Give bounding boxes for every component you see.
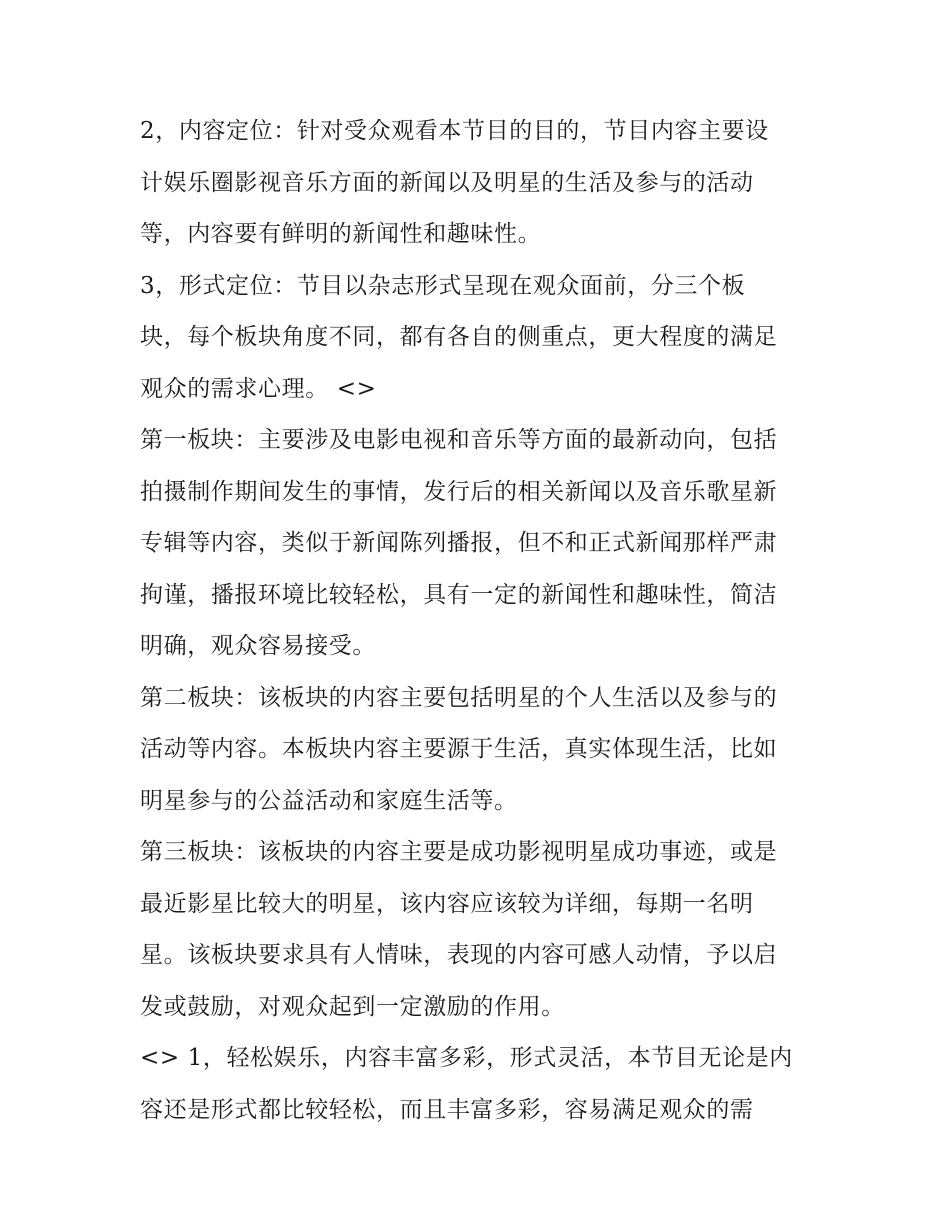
- text-line: 第二板块：该板块的内容主要包括明星的个人生活以及参与的: [140, 684, 778, 711]
- text-line: 计娱乐圈影视音乐方面的新闻以及明星的生活及参与的活动: [140, 169, 754, 196]
- paragraph-section-three: [140, 833, 812, 1026]
- text-line: 发或鼓励，对观众起到一定激励的作用。: [140, 993, 565, 1020]
- text-line: 拍摄制作期间发生的事情，发行后的相关新闻以及音乐歌星新: [140, 478, 778, 505]
- text-line: 容还是形式都比较轻松，而且丰富多彩，容易满足观众的需: [140, 1096, 754, 1123]
- text-line: 等，内容要有鲜明的新闻性和趣味性。: [140, 221, 542, 247]
- paragraph-section-one: [140, 421, 812, 665]
- text-line: 活动等内容。本板块内容主要源于生活，真实体现生活，比如: [140, 736, 778, 762]
- paragraph-content-positioning: [140, 112, 812, 253]
- text-line: 块，每个板块角度不同，都有各自的侧重点，更大程度的满足: [140, 324, 778, 350]
- paragraph-section-two: [140, 679, 812, 820]
- text-line: 第一板块：主要涉及电影电视和音乐等方面的最新动向，包括: [140, 427, 778, 453]
- text-line: 明星参与的公益活动和家庭生活等。: [140, 787, 518, 814]
- text-line: 第三板块：该板块的内容主要是成功影视明星成功事迹，或是: [140, 839, 778, 865]
- text-line: 专辑等内容，类似于新闻陈列播报，但不和正式新闻那样严肃: [140, 530, 778, 556]
- document-body: [140, 112, 812, 1142]
- text-line: 明确，观众容易接受。: [140, 633, 376, 659]
- text-line: <> 1，轻松娱乐，内容丰富多彩，形式灵活，本节目无论是内: [140, 1045, 793, 1071]
- paragraph-feature-one: [140, 1039, 812, 1129]
- text-line: 最近影星比较大的明星，该内容应该较为详细，每期一名明: [140, 890, 754, 917]
- text-line: 3，形式定位：节目以杂志形式呈现在观众面前，分三个板: [140, 272, 746, 299]
- text-line: 拘谨，播报环境比较轻松，具有一定的新闻性和趣味性，简洁: [140, 581, 778, 608]
- text-line: 2，内容定位：针对受众观看本节目的目的，节目内容主要设: [140, 118, 769, 144]
- text-line: 星。该板块要求具有人情味，表现的内容可感人动情，予以启: [140, 942, 778, 968]
- text-line: 观众的需求心理。 <>: [140, 375, 377, 402]
- paragraph-format-positioning: [140, 267, 812, 408]
